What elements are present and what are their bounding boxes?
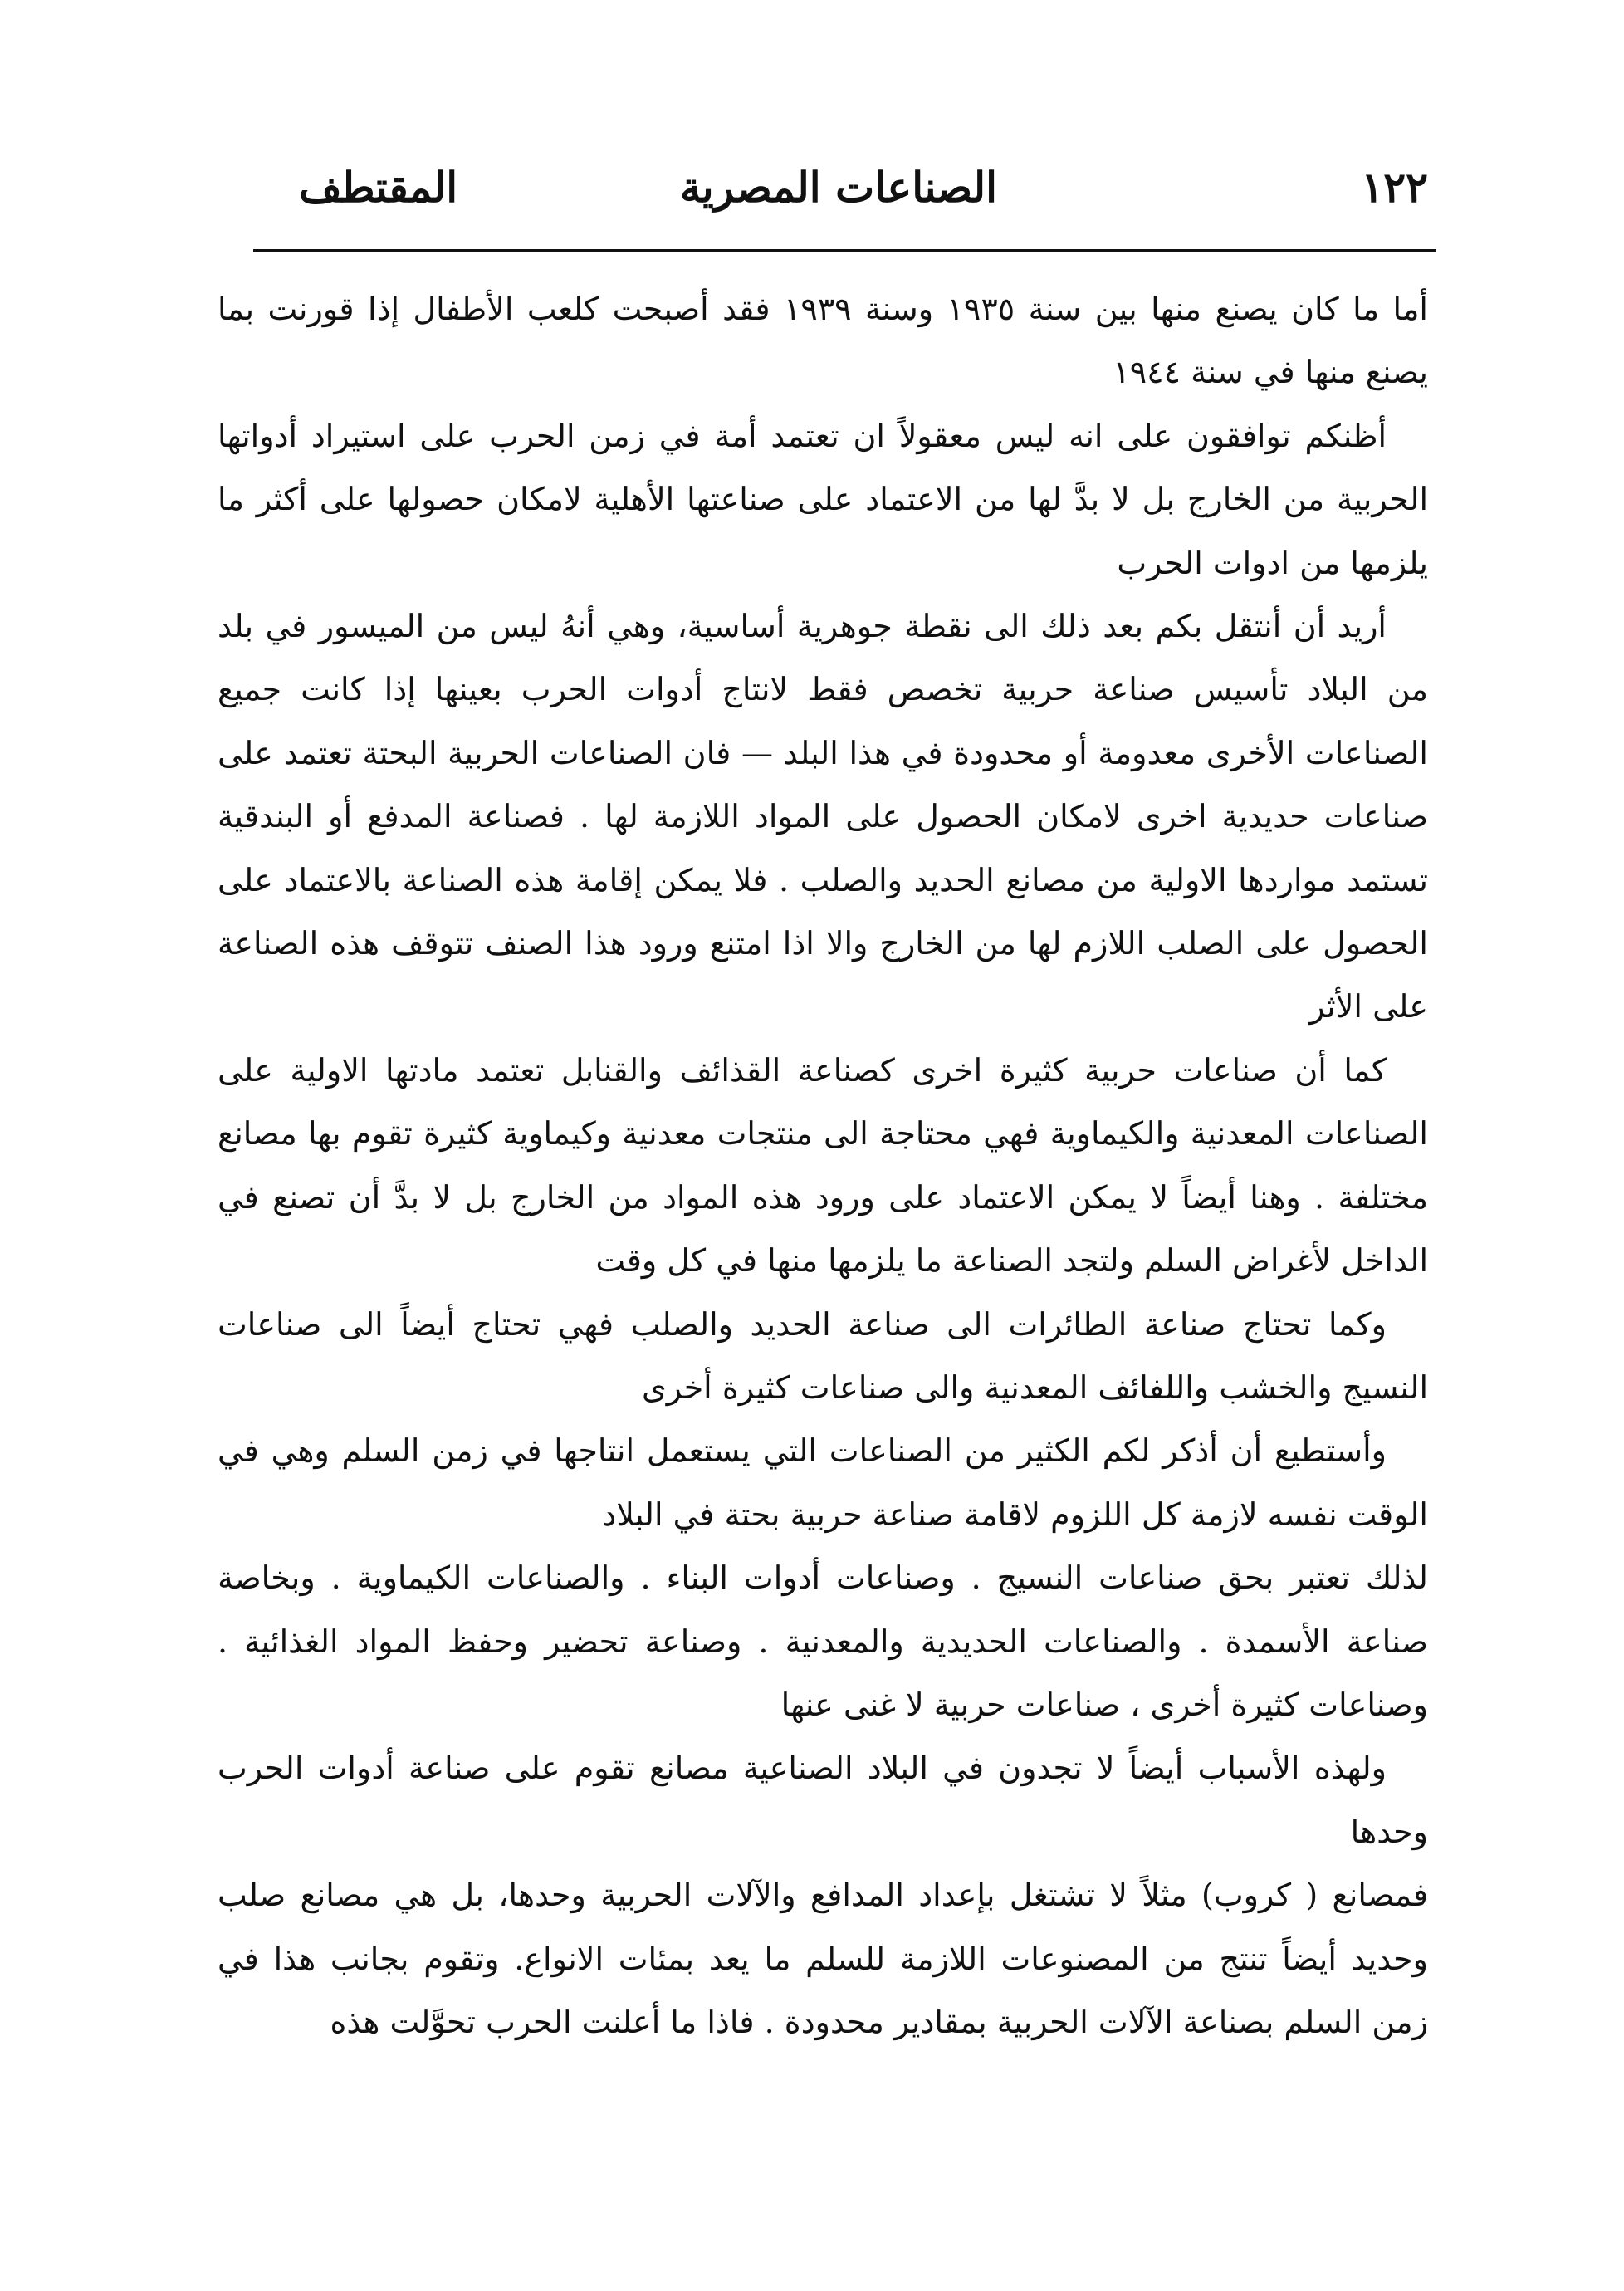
paragraph: وكما تحتاج صناعة الطائرات الى صناعة الحديد والصلب فهي تحتاج أيضاً الى صناعات النسيج والخشب واللفائف المعدنية والى صناعات كثيرة أخرى (218, 1305, 1428, 1406)
paragraph: أما ما كان يصنع منها بين سنة ١٩٣٥ وسنة ١٩٣٩ فقد أصبحت كلعب الأطفال إذا قورنت بما يصنع منها في سنة ١٩٤٤ (218, 291, 1428, 391)
header-rule (253, 249, 1436, 252)
paragraph: أظنكم توافقون على انه ليس معقولاً ان تعتمد أمة في زمن الحرب على استيراد أدواتها الحربية من الخارج بل لا بدَّ لها من الاعتماد على صناعتها الأهلية لامكان حصولها على أكثر ما يلزمها من ادوات الحرب (218, 417, 1428, 581)
page-number: ١٢٢ (1361, 163, 1428, 212)
article-body (218, 277, 1428, 2212)
paragraph: فمصانع ( كروب) مثلاً لا تشتغل بإعداد المدافع والآلات الحربية وحدها، بل هي مصانع صلب وحديد أيضاً تنتج من المصنوعات اللازمة للسلم ما يعد بمئات الانواع. وتقوم بجانب هذا في زمن السلم بصناعة الآلات الحربية بمقادير محدودة . فاذا ما أعلنت الحرب تحوَّلت هذه (218, 1877, 1428, 2040)
paragraph: ولهذه الأسباب أيضاً لا تجدون في البلاد الصناعية مصانع تقوم على صناعة أدوات الحرب وحدها (218, 1750, 1428, 1850)
running-title: الصناعات المصرية (679, 163, 998, 212)
journal-name: المقتطف (299, 163, 458, 212)
page-header (249, 163, 1428, 229)
paragraph: أريد أن أنتقل بكم بعد ذلك الى نقطة جوهرية أساسية، وهي أنهُ ليس من الميسور في بلد من البلاد تأسيس صناعة حربية تخصص فقط لانتاج أدوات الحرب بعينها إذا كانت جميع الصناعات الأخرى معدومة أو محدودة في هذا البلد — فان الصناعات الحربية البحتة تعتمد على صناعات حديدية اخرى لامكان الحصول على المواد اللازمة لها . فصناعة المدفع أو البندقية تستمد مواردها الاولية من مصانع الحديد والصلب . فلا يمكن إقامة هذه الصناعة بالاعتماد على الحصول على الصلب اللازم لها من الخارج والا اذا امتنع ورود هذا الصنف تتوقف هذه الصناعة على الأثر (218, 608, 1428, 1026)
paragraph: وأستطيع أن أذكر لكم الكثير من الصناعات التي يستعمل انتاجها في زمن السلم وهي في الوقت نفسه لازمة كل اللزوم لاقامة صناعة حربية بحتة في البلاد (218, 1432, 1428, 1533)
paragraph: لذلك تعتبر بحق صناعات النسيج . وصناعات أدوات البناء . والصناعات الكيماوية . وبخاصة صناعة الأسمدة . والصناعات الحديدية والمعدنية . وصناعة تحضير وحفظ المواد الغذائية . وصناعات كثيرة أخرى ، صناعات حربية لا غنى عنها (218, 1559, 1428, 1723)
paragraph: كما أن صناعات حربية كثيرة اخرى كصناعة القذائف والقنابل تعتمد مادتها الاولية على الصناعات المعدنية والكيماوية فهي محتاجة الى منتجات معدنية وكيماوية كثيرة تقوم بها مصانع مختلفة . وهنا أيضاً لا يمكن الاعتماد على ورود هذه المواد من الخارج بل لا بدَّ أن تصنع في الداخل لأغراض السلم ولتجد الصناعة ما يلزمها منها في كل وقت (218, 1051, 1428, 1280)
